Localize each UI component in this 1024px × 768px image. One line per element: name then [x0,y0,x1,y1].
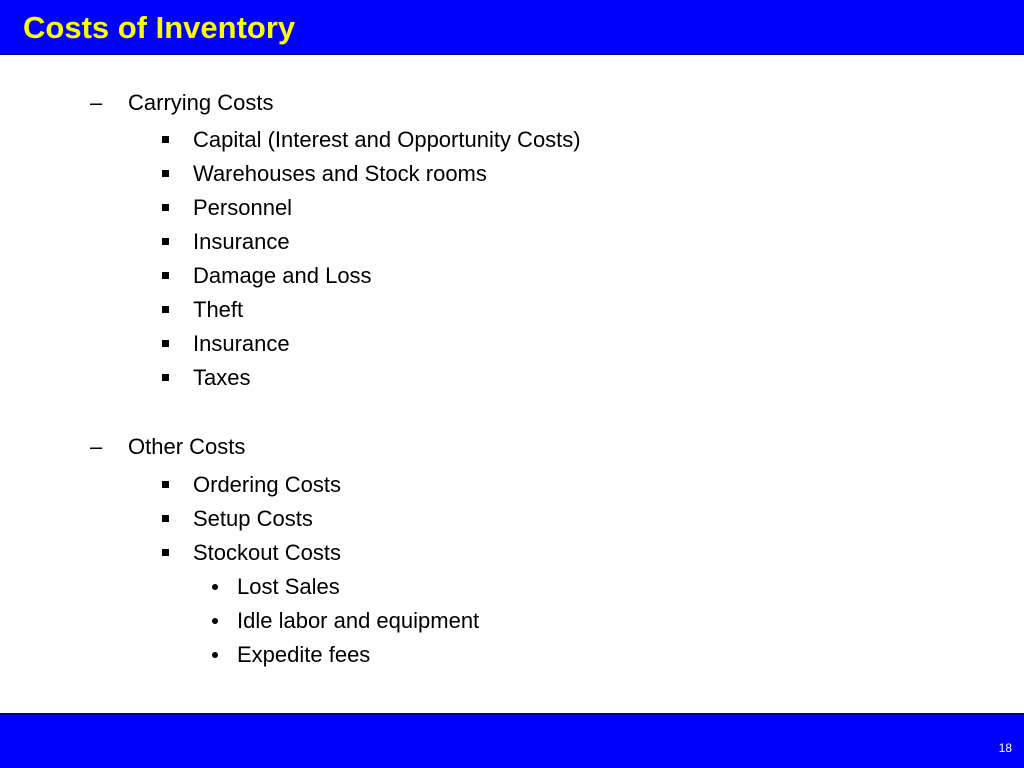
section-heading-other-costs [90,434,245,460]
square-bullet-icon [162,515,169,522]
list-item-label: Stockout Costs [193,540,341,565]
list-item-label: Theft [193,297,244,322]
title-bar [0,0,1024,55]
sub-list-item-label: Lost Sales [237,574,340,599]
list-item-label: Setup Costs [193,506,313,531]
square-bullet-icon [162,204,169,211]
dot-bullet-icon [212,618,218,624]
list-item [162,127,581,153]
dot-bullet-icon [212,652,218,658]
list-item [162,365,250,391]
sub-list-item [212,608,479,634]
square-bullet-icon [162,272,169,279]
dash-bullet-icon: – [90,434,103,459]
list-item-label: Ordering Costs [193,472,341,497]
list-item [162,229,290,255]
list-item [162,472,341,498]
square-bullet-icon [162,136,169,143]
square-bullet-icon [162,238,169,245]
sub-list-item-label: Expedite fees [237,642,371,667]
section-heading-carrying-costs [90,90,273,116]
list-item [162,331,290,357]
list-item [162,506,313,532]
square-bullet-icon [162,340,169,347]
sub-list-item-label: Idle labor and equipment [237,608,480,633]
square-bullet-icon [162,481,169,488]
square-bullet-icon [162,549,169,556]
list-item-label: Personnel [193,195,293,220]
list-item [162,297,243,323]
page-number: 18 [998,741,1012,755]
list-item-label: Taxes [193,365,251,390]
list-item [162,263,372,289]
footer-bar [0,713,1024,768]
list-item-label: Capital (Interest and Opportunity Costs) [193,127,581,152]
list-item-label: Warehouses and Stock rooms [193,161,487,186]
list-item [162,161,487,187]
square-bullet-icon [162,306,169,313]
list-item-label: Damage and Loss [193,263,372,288]
square-bullet-icon [162,170,169,177]
square-bullet-icon [162,374,169,381]
list-item-label: Insurance [193,331,290,356]
list-item [162,540,341,566]
slide-title: Costs of Inventory [23,10,296,45]
list-item-label: Insurance [193,229,290,254]
dot-bullet-icon [212,584,218,590]
dash-bullet-icon: – [90,90,103,115]
list-item [162,195,292,221]
sub-list-item [212,642,370,668]
section-label: Other Costs [128,434,246,459]
sub-list-item [212,574,340,600]
section-label: Carrying Costs [128,90,274,115]
